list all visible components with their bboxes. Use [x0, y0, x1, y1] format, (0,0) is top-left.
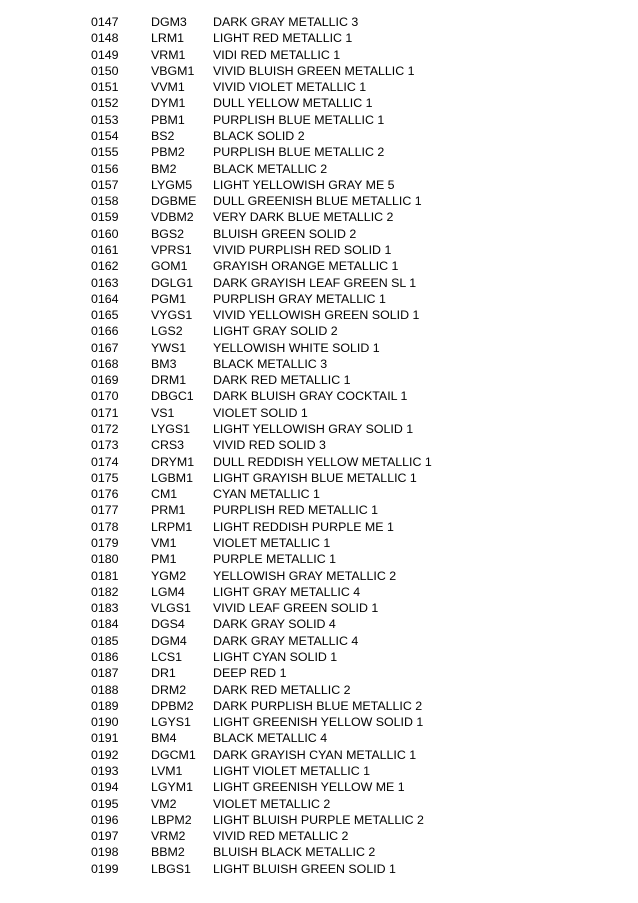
color-code-cell: 0172: [91, 422, 119, 437]
color-description-cell: DARK RED METALLIC 2: [213, 682, 351, 697]
color-code-cell: 0164: [91, 291, 119, 306]
color-code-cell: 0182: [91, 584, 119, 599]
color-abbreviation-cell: VRM1: [151, 47, 186, 62]
color-abbreviation-cell: VDBM2: [151, 210, 194, 225]
color-abbreviation-cell: LGM4: [151, 584, 185, 599]
color-description-cell: LIGHT GRAY SOLID 2: [213, 324, 338, 339]
table-row: [91, 649, 513, 665]
color-abbreviation-cell: LGS2: [151, 324, 183, 339]
color-description-cell: LIGHT CYAN SOLID 1: [213, 649, 338, 664]
color-description-cell: PURPLE METALLIC 1: [213, 552, 337, 567]
color-description-cell: LIGHT GREENISH YELLOW SOLID 1: [213, 715, 424, 730]
color-abbreviation-cell: GOM1: [151, 259, 188, 274]
table-row: [91, 600, 513, 616]
color-abbreviation-cell: LYGS1: [151, 422, 191, 437]
table-row: [91, 861, 513, 877]
table-row: [91, 388, 513, 404]
color-description-cell: VIOLET METALLIC 1: [213, 536, 331, 550]
table-row: [91, 535, 513, 551]
color-abbreviation-cell: DPBM2: [151, 698, 194, 713]
table-row: [91, 144, 513, 160]
table-row: [91, 698, 513, 714]
color-description-cell: DARK GRAYISH CYAN METALLIC 1: [213, 747, 417, 762]
table-body: [91, 14, 513, 877]
color-code-cell: 0191: [91, 731, 119, 746]
color-abbreviation-cell: LGYS1: [151, 715, 191, 730]
color-code-cell: 0183: [91, 601, 119, 616]
color-abbreviation-cell: DRYM1: [151, 454, 195, 469]
color-description-cell: BLACK SOLID 2: [213, 128, 305, 143]
color-description-cell: PURPLISH BLUE METALLIC 2: [213, 145, 385, 160]
color-abbreviation-cell: DGCM1: [151, 747, 196, 762]
table-row: [91, 14, 513, 30]
color-code-cell: 0165: [91, 308, 119, 323]
color-abbreviation-cell: DGM4: [151, 633, 187, 648]
color-description-cell: LIGHT REDDISH PURPLE ME 1: [213, 519, 394, 534]
table-row: [91, 405, 513, 421]
table-row: [91, 193, 513, 209]
color-description-cell: DARK PURPLISH BLUE METALLIC 2: [213, 698, 423, 713]
color-description-cell: VIDI RED METALLIC 1: [213, 47, 341, 62]
color-description-cell: VIVID RED SOLID 3: [213, 438, 326, 453]
color-abbreviation-cell: BM2: [151, 161, 177, 176]
color-description-cell: LIGHT BLUISH PURPLE METALLIC 2: [213, 812, 424, 827]
color-description-cell: DULL REDDISH YELLOW METALLIC 1: [213, 454, 432, 469]
color-description-cell: LIGHT YELLOWISH GRAY ME 5: [213, 177, 395, 192]
color-abbreviation-cell: DGM3: [151, 15, 187, 29]
color-description-cell: DARK BLUISH GRAY COCKTAIL 1: [213, 389, 408, 404]
color-code-cell: 0181: [91, 568, 119, 583]
color-code-cell: 0179: [91, 536, 119, 550]
color-abbreviation-cell: BM3: [151, 356, 177, 371]
table-row: [91, 161, 513, 177]
table-row: [91, 828, 513, 844]
color-abbreviation-cell: DGBME: [151, 194, 197, 209]
color-abbreviation-cell: CRS3: [151, 438, 185, 453]
color-abbreviation-cell: LGYM1: [151, 780, 194, 795]
color-code-cell: 0180: [91, 552, 119, 567]
table-row: [91, 568, 513, 584]
color-abbreviation-cell: LRPM1: [151, 519, 193, 534]
color-abbreviation-cell: VPRS1: [151, 242, 192, 257]
color-abbreviation-cell: DGS4: [151, 617, 185, 632]
color-code-cell: 0189: [91, 698, 119, 713]
table-row: [91, 47, 513, 63]
color-code-cell: 0159: [91, 210, 119, 225]
color-description-cell: DULL GREENISH BLUE METALLIC 1: [213, 194, 422, 209]
color-abbreviation-cell: VYGS1: [151, 308, 193, 323]
table-row: [91, 340, 513, 356]
table-row: [91, 812, 513, 828]
color-code-cell: 0173: [91, 438, 119, 453]
color-code-cell: 0199: [91, 861, 119, 876]
table-row: [91, 682, 513, 698]
color-description-cell: LIGHT GREENISH YELLOW ME 1: [213, 780, 405, 795]
color-code-cell: 0166: [91, 324, 119, 339]
color-description-cell: VIVID LEAF GREEN SOLID 1: [213, 601, 379, 616]
color-abbreviation-cell: YGM2: [151, 568, 187, 583]
color-description-cell: PURPLISH BLUE METALLIC 1: [213, 112, 385, 127]
color-code-cell: 0147: [91, 15, 119, 29]
color-code-cell: 0160: [91, 226, 119, 241]
table-row: [91, 291, 513, 307]
color-code-cell: 0198: [91, 845, 119, 860]
color-description-cell: VERY DARK BLUE METALLIC 2: [213, 210, 394, 225]
color-code-cell: 0178: [91, 519, 119, 534]
color-description-cell: GRAYISH ORANGE METALLIC 1: [213, 259, 399, 274]
table-row: [91, 128, 513, 144]
color-description-cell: VIOLET METALLIC 2: [213, 796, 331, 811]
table-row: [91, 779, 513, 795]
color-description-cell: BLACK METALLIC 2: [213, 161, 328, 176]
color-code-cell: 0190: [91, 715, 119, 730]
color-description-cell: LIGHT GRAY METALLIC 4: [213, 584, 361, 599]
table-row: [91, 30, 513, 46]
color-description-cell: CYAN METALLIC 1: [213, 487, 320, 502]
color-code-cell: 0151: [91, 80, 119, 95]
color-code-cell: 0174: [91, 454, 119, 469]
table-row: [91, 551, 513, 567]
color-abbreviation-cell: BBM2: [151, 845, 185, 860]
color-code-cell: 0187: [91, 666, 119, 681]
color-abbreviation-cell: LRM1: [151, 31, 185, 46]
color-abbreviation-cell: VVM1: [151, 80, 185, 95]
color-abbreviation-cell: LBPM2: [151, 812, 192, 827]
color-abbreviation-cell: LCS1: [151, 649, 182, 664]
color-abbreviation-cell: DR1: [151, 666, 176, 681]
table-row: [91, 421, 513, 437]
color-description-cell: BLUISH GREEN SOLID 2: [213, 226, 357, 241]
table-row: [91, 307, 513, 323]
table-row: [91, 209, 513, 225]
color-code-cell: 0177: [91, 503, 119, 518]
color-code-table: [91, 14, 513, 877]
color-code-cell: 0171: [91, 405, 119, 420]
color-description-cell: LIGHT VIOLET METALLIC 1: [213, 763, 370, 778]
color-abbreviation-cell: VM2: [151, 796, 177, 811]
table-row: [91, 747, 513, 763]
table-row: [91, 437, 513, 453]
color-description-cell: LIGHT RED METALLIC 1: [213, 31, 353, 46]
table-row: [91, 844, 513, 860]
color-description-cell: PURPLISH GRAY METALLIC 1: [213, 291, 386, 306]
color-description-cell: DULL YELLOW METALLIC 1: [213, 96, 373, 111]
color-abbreviation-cell: DBGC1: [151, 389, 194, 404]
color-code-cell: 0148: [91, 31, 119, 46]
color-abbreviation-cell: PRM1: [151, 503, 186, 518]
color-code-cell: 0176: [91, 487, 119, 502]
table-row: [91, 112, 513, 128]
table-row: [91, 177, 513, 193]
color-code-cell: 0154: [91, 128, 119, 143]
table-row: [91, 275, 513, 291]
table-row: [91, 502, 513, 518]
color-description-cell: VIVID RED METALLIC 2: [213, 829, 349, 844]
color-code-cell: 0158: [91, 194, 119, 209]
color-abbreviation-cell: BM4: [151, 731, 177, 746]
color-description-cell: DEEP RED 1: [213, 666, 287, 681]
color-abbreviation-cell: LYGM5: [151, 177, 193, 192]
color-abbreviation-cell: PBM1: [151, 112, 185, 127]
color-code-cell: 0195: [91, 796, 119, 811]
color-description-cell: DARK GRAYISH LEAF GREEN SL 1: [213, 275, 417, 290]
color-code-cell: 0186: [91, 649, 119, 664]
color-code-cell: 0185: [91, 633, 119, 648]
color-code-cell: 0155: [91, 145, 119, 160]
color-abbreviation-cell: VS1: [151, 405, 175, 420]
color-code-cell: 0197: [91, 829, 119, 844]
color-description-cell: LIGHT GRAYISH BLUE METALLIC 1: [213, 470, 417, 485]
color-abbreviation-cell: DRM2: [151, 682, 187, 697]
color-abbreviation-cell: BS2: [151, 128, 175, 143]
color-description-cell: VIVID YELLOWISH GREEN SOLID 1: [213, 308, 420, 323]
color-abbreviation-cell: LBGS1: [151, 861, 191, 876]
table-row: [91, 519, 513, 535]
table-row: [91, 763, 513, 779]
table-row: [91, 633, 513, 649]
color-code-cell: 0193: [91, 763, 119, 778]
color-description-cell: DARK GRAY SOLID 4: [213, 617, 336, 632]
color-abbreviation-cell: PBM2: [151, 145, 185, 160]
color-abbreviation-cell: DGLG1: [151, 275, 194, 290]
color-code-cell: 0192: [91, 747, 119, 762]
color-description-cell: YELLOWISH WHITE SOLID 1: [213, 340, 380, 355]
color-abbreviation-cell: BGS2: [151, 226, 185, 241]
color-description-cell: DARK GRAY METALLIC 4: [213, 633, 359, 648]
color-description-cell: BLACK METALLIC 3: [213, 356, 328, 371]
table-row: [91, 63, 513, 79]
color-description-cell: BLUISH BLACK METALLIC 2: [213, 845, 376, 860]
table-row: [91, 226, 513, 242]
color-code-cell: 0162: [91, 259, 119, 274]
color-description-cell: YELLOWISH GRAY METALLIC 2: [213, 568, 397, 583]
table-row: [91, 714, 513, 730]
table-row: [91, 470, 513, 486]
color-description-cell: DARK GRAY METALLIC 3: [213, 15, 359, 29]
color-code-cell: 0149: [91, 47, 119, 62]
color-abbreviation-cell: YWS1: [151, 340, 187, 355]
color-code-cell: 0188: [91, 682, 119, 697]
color-abbreviation-cell: PM1: [151, 552, 177, 567]
table-row: [91, 258, 513, 274]
color-description-cell: PURPLISH RED METALLIC 1: [213, 503, 379, 518]
color-abbreviation-cell: DYM1: [151, 96, 186, 111]
color-description-cell: VIVID VIOLET METALLIC 1: [213, 80, 367, 95]
color-code-cell: 0170: [91, 389, 119, 404]
table-row: [91, 730, 513, 746]
color-abbreviation-cell: VBGM1: [151, 63, 195, 78]
color-abbreviation-cell: DRM1: [151, 373, 187, 388]
table-row: [91, 665, 513, 681]
table-row: [91, 796, 513, 812]
color-code-cell: 0196: [91, 812, 119, 827]
color-code-cell: 0194: [91, 780, 119, 795]
color-code-cell: 0156: [91, 161, 119, 176]
color-code-cell: 0157: [91, 177, 119, 192]
color-description-cell: LIGHT BLUISH GREEN SOLID 1: [213, 861, 396, 876]
color-code-cell: 0169: [91, 373, 119, 388]
table-row: [91, 323, 513, 339]
color-abbreviation-cell: PGM1: [151, 291, 187, 306]
color-code-cell: 0167: [91, 340, 119, 355]
color-description-cell: VIVID BLUISH GREEN METALLIC 1: [213, 63, 415, 78]
table-row: [91, 242, 513, 258]
color-abbreviation-cell: CM1: [151, 487, 178, 502]
color-description-cell: VIOLET SOLID 1: [213, 405, 308, 420]
color-description-cell: VIVID PURPLISH RED SOLID 1: [213, 242, 392, 257]
color-abbreviation-cell: VM1: [151, 536, 177, 550]
color-code-cell: 0150: [91, 63, 119, 78]
color-code-cell: 0153: [91, 112, 119, 127]
table-row: [91, 454, 513, 470]
color-description-cell: BLACK METALLIC 4: [213, 731, 328, 746]
color-code-cell: 0175: [91, 470, 119, 485]
color-description-cell: DARK RED METALLIC 1: [213, 373, 351, 388]
color-code-cell: 0152: [91, 96, 119, 111]
color-code-cell: 0161: [91, 242, 119, 257]
color-code-cell: 0184: [91, 617, 119, 632]
color-code-cell: 0163: [91, 275, 119, 290]
color-abbreviation-cell: VLGS1: [151, 601, 191, 616]
table-row: [91, 79, 513, 95]
table-row: [91, 616, 513, 632]
table-row: [91, 584, 513, 600]
color-abbreviation-cell: VRM2: [151, 829, 186, 844]
table-row: [91, 372, 513, 388]
color-code-cell: 0168: [91, 356, 119, 371]
table-row: [91, 95, 513, 111]
color-description-cell: LIGHT YELLOWISH GRAY SOLID 1: [213, 422, 414, 437]
table-row: [91, 356, 513, 372]
color-abbreviation-cell: LVM1: [151, 763, 183, 778]
color-abbreviation-cell: LGBM1: [151, 470, 194, 485]
table-row: [91, 486, 513, 502]
